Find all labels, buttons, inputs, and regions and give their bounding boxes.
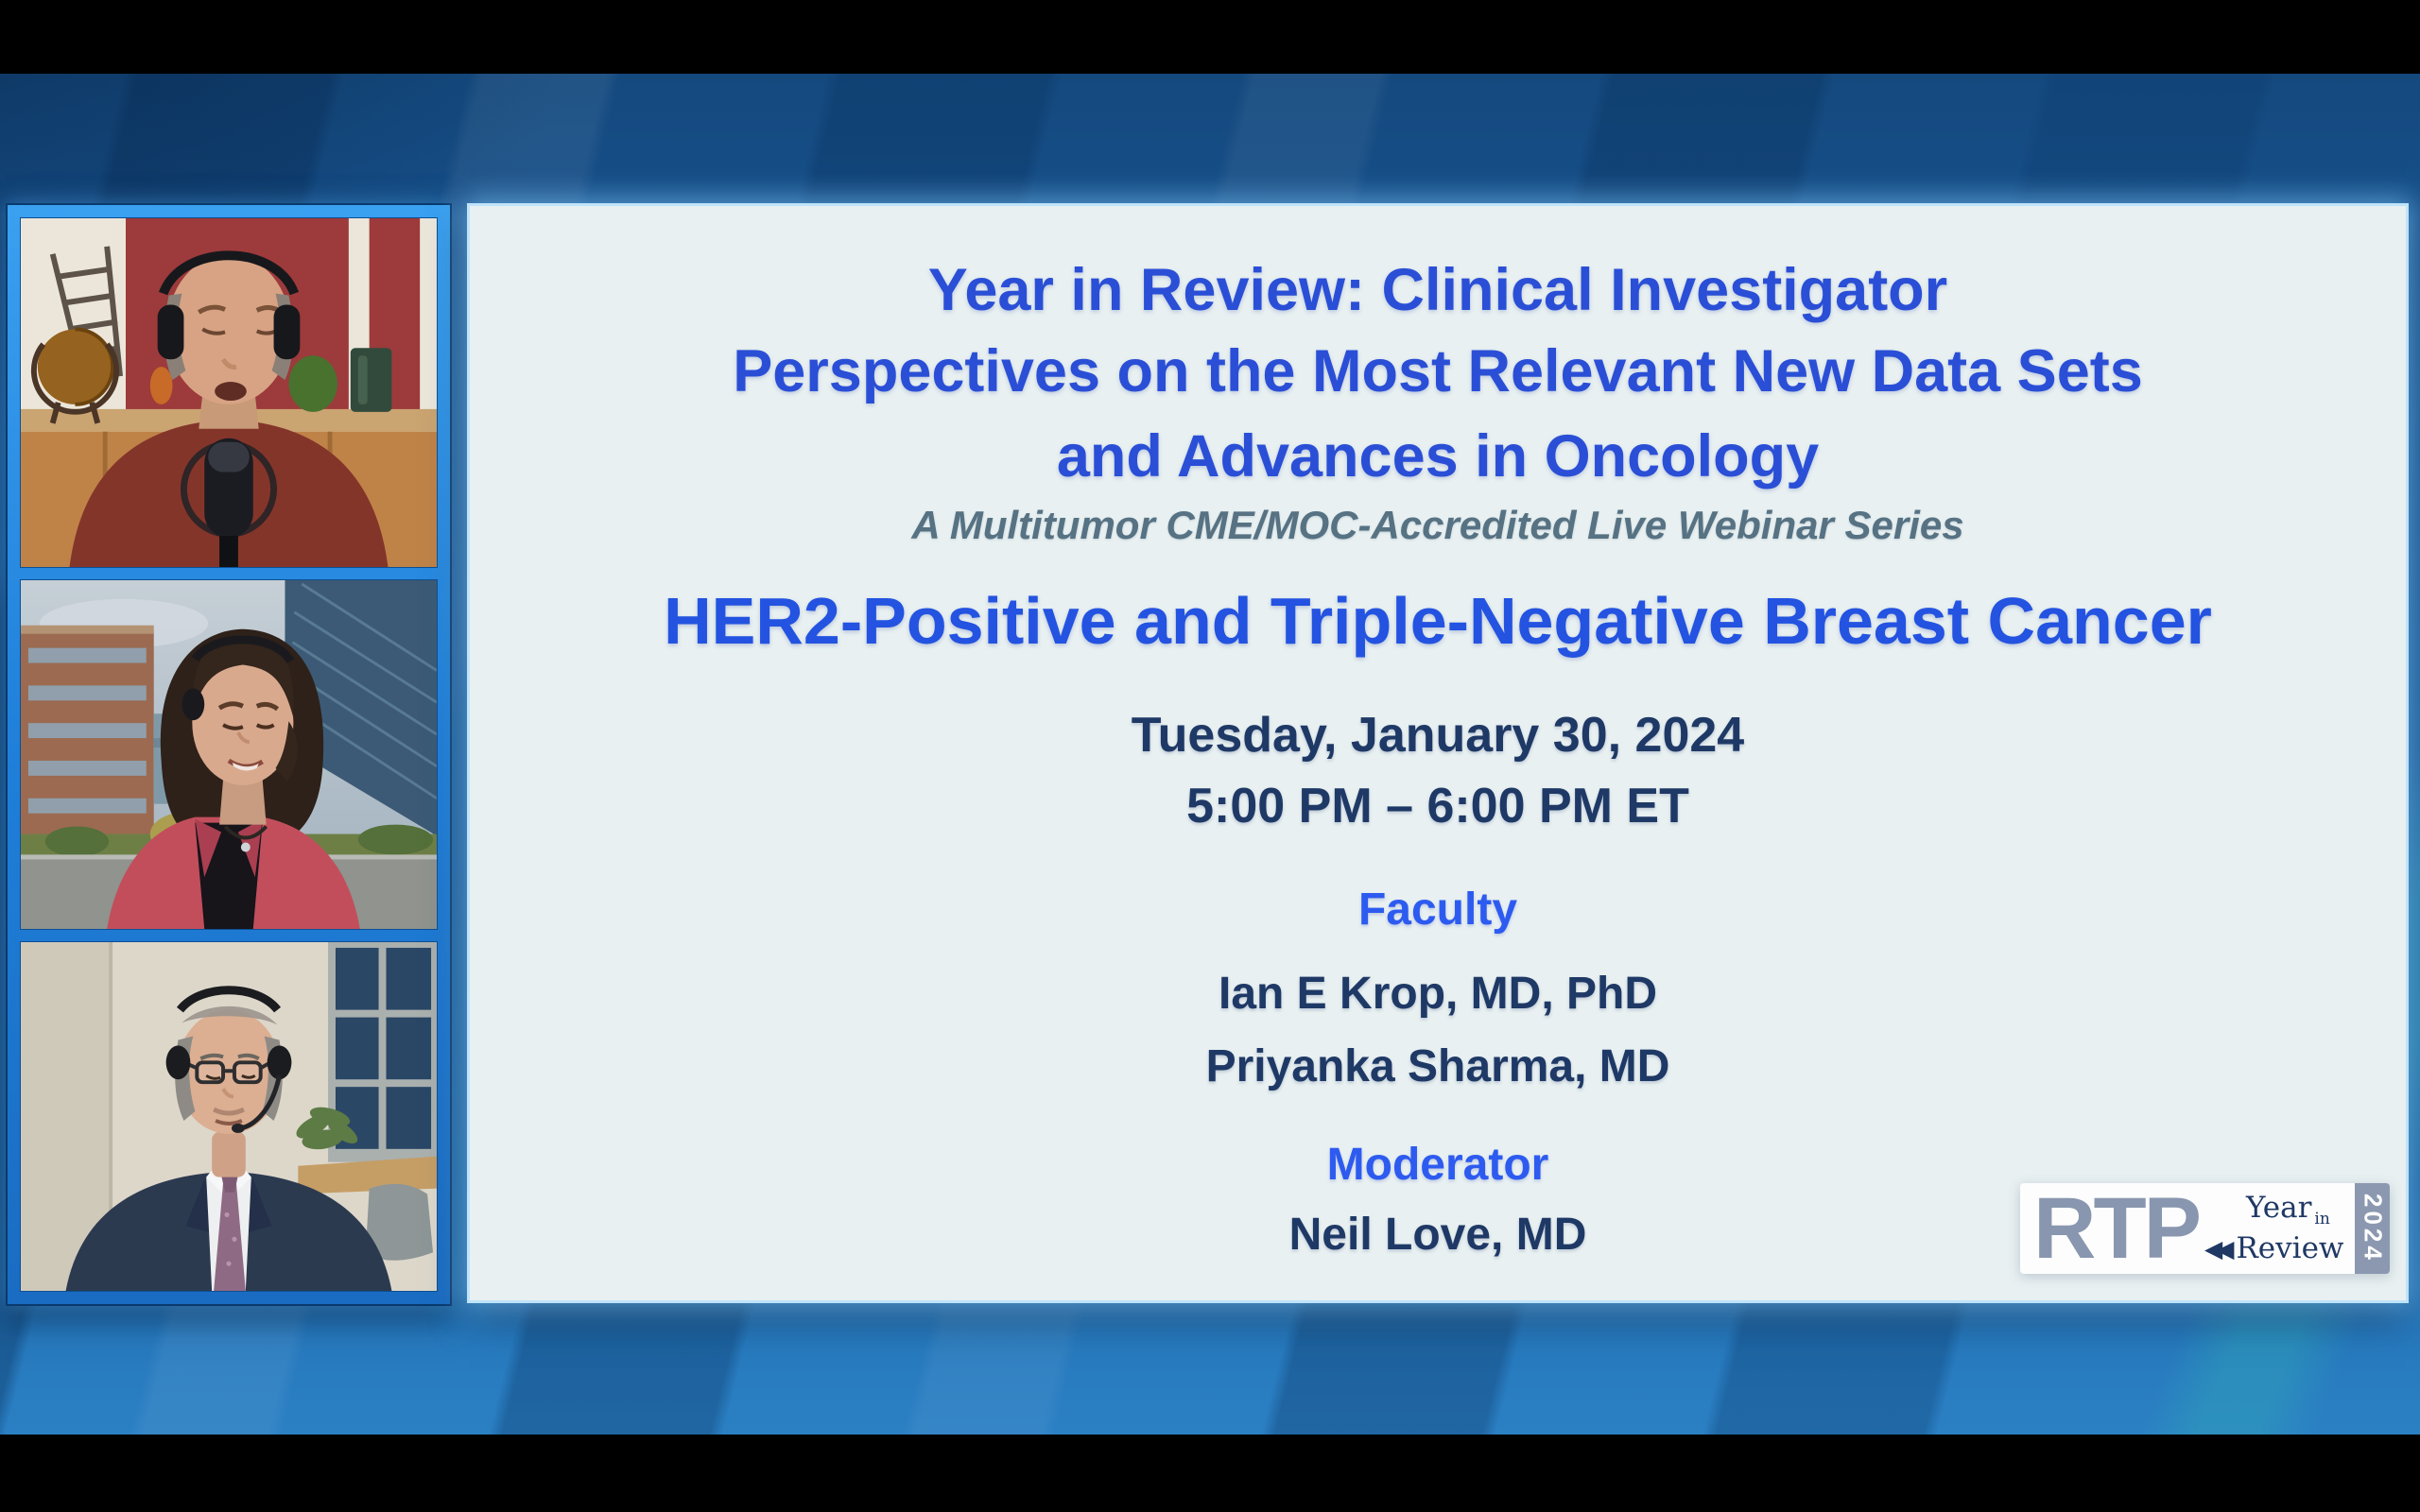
rewind-icon: ◀◀ — [2204, 1234, 2228, 1263]
participant-2-scene — [21, 580, 437, 929]
participant-video-1 — [20, 217, 438, 568]
slide-time: 5:00 PM – 6:00 PM ET — [1186, 779, 1689, 833]
webinar-backdrop — [0, 74, 2420, 1435]
slide-title-line1: Year in Review: Clinical Investigator — [927, 257, 1948, 323]
webcam-strip — [6, 203, 452, 1306]
faculty-heading: Faculty — [1357, 885, 1518, 935]
title-slide — [470, 206, 2406, 1300]
letterbox-bottom — [0, 1435, 2420, 1512]
moderator-heading: Moderator — [1326, 1140, 1549, 1190]
slide-title-line2: Perspectives on the Most Relevant New Data Sets — [733, 338, 2143, 404]
rtp-year-in-review-logo — [2020, 1180, 2390, 1277]
moderator-name: Neil Love, MD — [1288, 1210, 1587, 1260]
logo-plate — [2020, 1180, 2355, 1277]
logo-word-review-row — [2204, 1230, 2344, 1265]
logo-year-tab: 2024 — [2355, 1183, 2390, 1274]
logo-word-review: Review — [2236, 1230, 2344, 1265]
participant-video-3 — [20, 941, 438, 1292]
slide-topic: HER2-Positive and Triple-Negative Breast Cancer — [664, 584, 2212, 658]
logo-word-in: in — [2314, 1209, 2330, 1228]
participant-video-2 — [20, 579, 438, 930]
faculty-name-1: Ian E Krop, MD, PhD — [1218, 969, 1657, 1019]
participant-1-scene — [21, 218, 437, 567]
year-in-review-wordmark — [2204, 1190, 2344, 1265]
participant-3-scene — [21, 942, 437, 1291]
slide-title-line3: and Advances in Oncology — [1056, 423, 1820, 490]
slide-date: Tuesday, January 30, 2024 — [1131, 708, 1745, 763]
faculty-name-2: Priyanka Sharma, MD — [1205, 1041, 1670, 1091]
rtp-wordmark: RTP — [2033, 1180, 2199, 1277]
letterbox-top — [0, 0, 2420, 74]
logo-word-year: Year $_{in}$ — [2246, 1190, 2330, 1228]
slide-subtitle: A Multitumor CME/MOC-Accredited Live Webinar Series — [911, 503, 1964, 547]
